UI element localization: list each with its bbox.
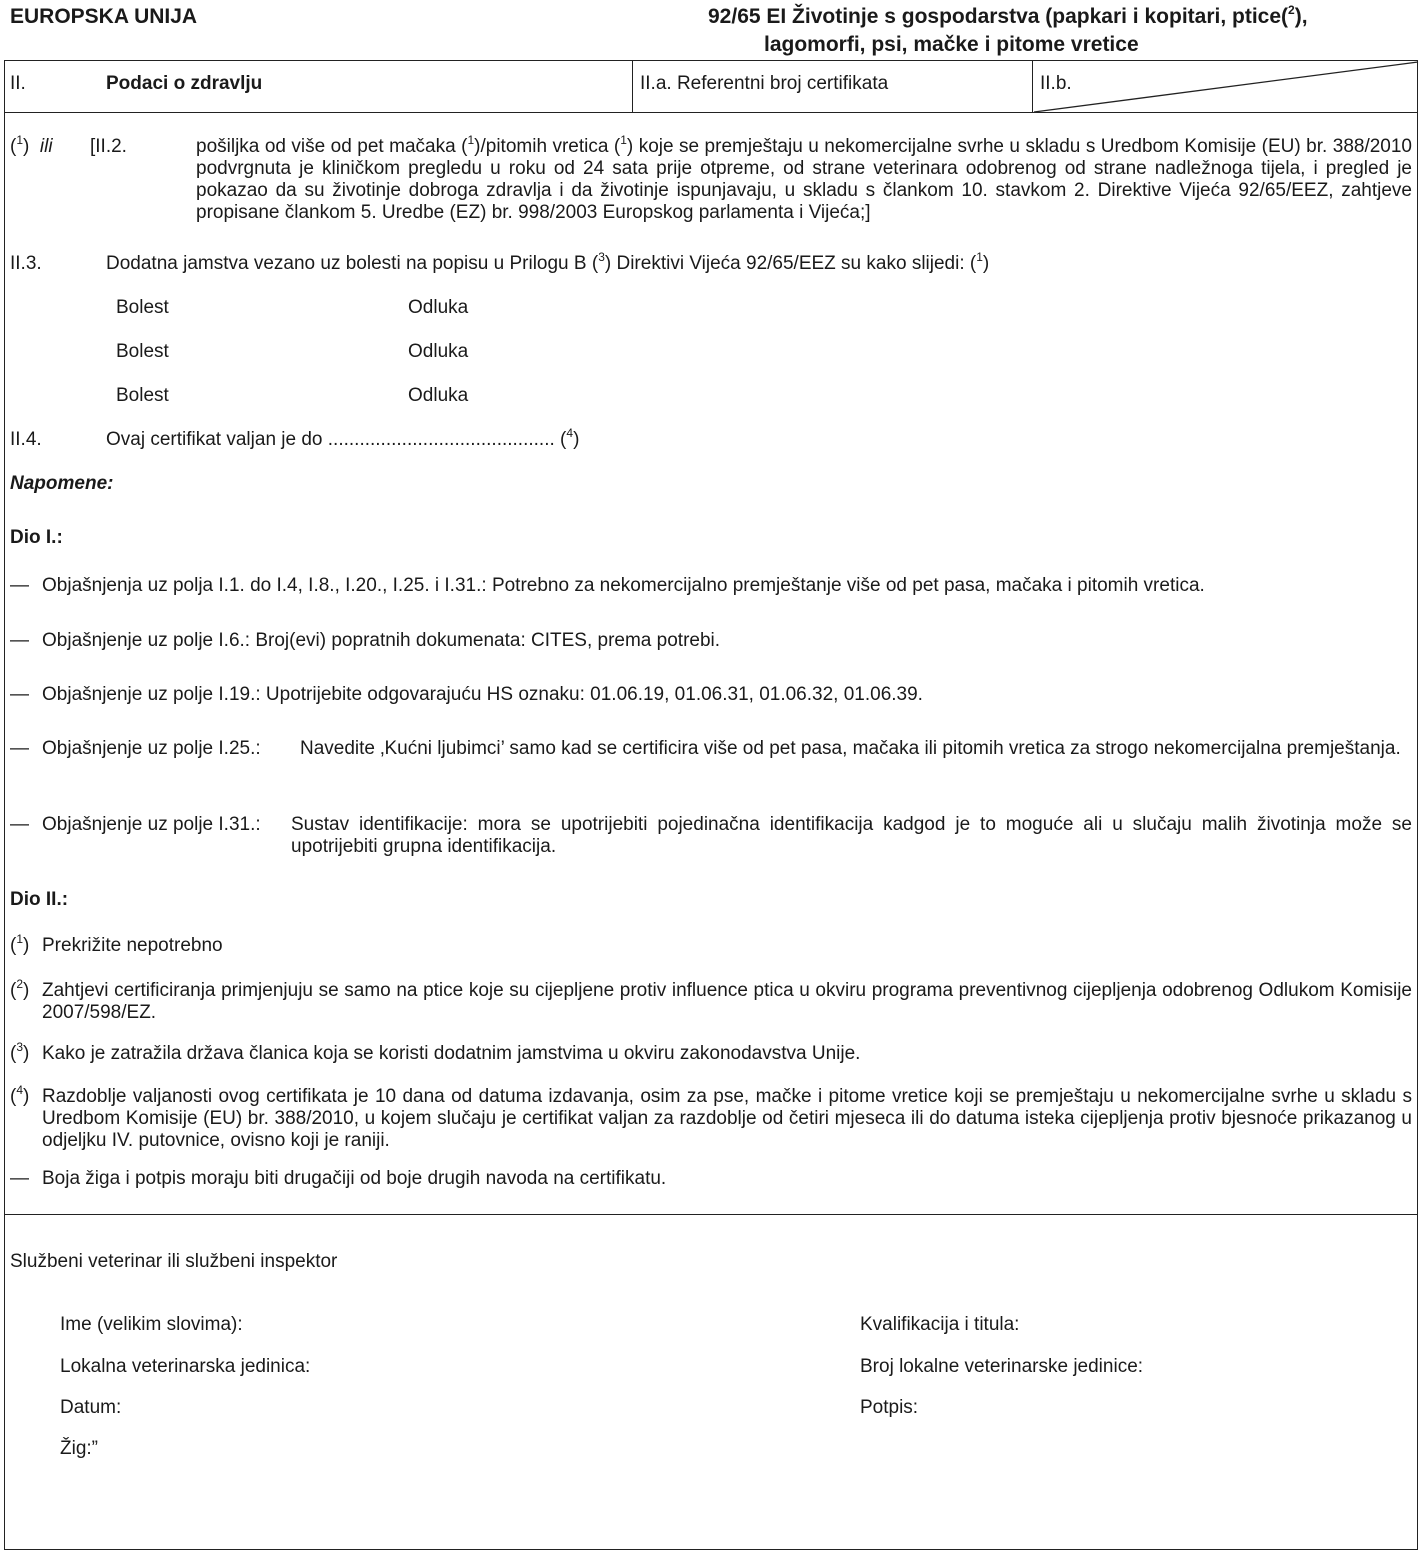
stamp-field-label: Žig:” [60,1438,98,1459]
ii3-number: II.3. [10,253,42,274]
local-unit-number-field-label: Broj lokalne veterinarske jedinice: [860,1356,1144,1377]
ii2-number: [II.2. [90,136,127,157]
decision-label: Odluka [408,341,469,362]
disease-label: Bolest [116,297,169,318]
ii4-number: II.4. [10,429,42,450]
ii3-text: Dodatna jamstva vezano uz bolesti na popisu u Prilogu B ($^3$) Direktivi Vijeća 92/65/EEZ su kako slijedi: ($^1$) [106,249,990,274]
part-ii-title: Dio II.: [10,889,69,910]
signature-field-label: Potpis: [860,1397,919,1418]
header-certificate-title-line1: 92/65 EI Životinje s gospodarstva (papkari i kopitari, ptice($^2$), [708,3,1308,28]
ii2-footnote-ref: ($^1$) ili [10,132,53,157]
official-veterinarian-title: Službeni veterinar ili službeni inspektor [10,1251,338,1272]
local-unit-field-label: Lokalna veterinarska jedinica: [60,1356,311,1377]
date-field-label: Datum: [60,1397,122,1418]
column-divider-1 [632,60,633,112]
ii2-text: pošiljka od više od pet mačaka ($^1$)/pitomih vretica ($^1$) koje se premještaju u nekomercijalne svrhe u skladu s Uredbom Komisije (EU) br. 388/2010 podvrgnuta je kliničkom pregledu u roku od 24 sata prije otpreme, od strane veterinara odobrenog od strane nadležnoga tijela, i pregled je pokazao da su životinje dobroga zdravlja i da životinje ispunjavaju, u skladu s člankom 10. stavkom 2. Direktive Vijeća 92/65/EEZ, zahtjeve propisane člankom 5. Uredbe (EZ) br. 998/2003 Europskog parlamenta i Vijeća;] [196,132,1413,223]
crossed-out-cell [1032,60,1420,113]
disease-label: Bolest [116,341,169,362]
section-number: II. [10,73,26,94]
decision-label: Odluka [408,385,469,406]
decision-label: Odluka [408,297,469,318]
part-i-title: Dio I.: [10,527,63,548]
reference-number-label: II.a. Referentni broj certifikata [640,73,889,94]
name-field-label: Ime (velikim slovima): [60,1314,243,1335]
header-certificate-title-line2: lagomorfi, psi, mačke i pitome vretice [764,33,1139,56]
section-title: Podaci o zdravlju [106,73,263,94]
field-iib-label: II.b. [1040,73,1072,94]
ii4-validity-text: Ovaj certifikat valjan je do ........................................... ($^4$) [106,425,580,450]
qualification-field-label: Kvalifikacija i titula: [860,1314,1020,1335]
signature-divider [4,1214,1418,1215]
disease-label: Bolest [116,385,169,406]
notes-title: Napomene: [10,473,114,494]
header-eu-title: EUROPSKA UNIJA [10,5,198,28]
